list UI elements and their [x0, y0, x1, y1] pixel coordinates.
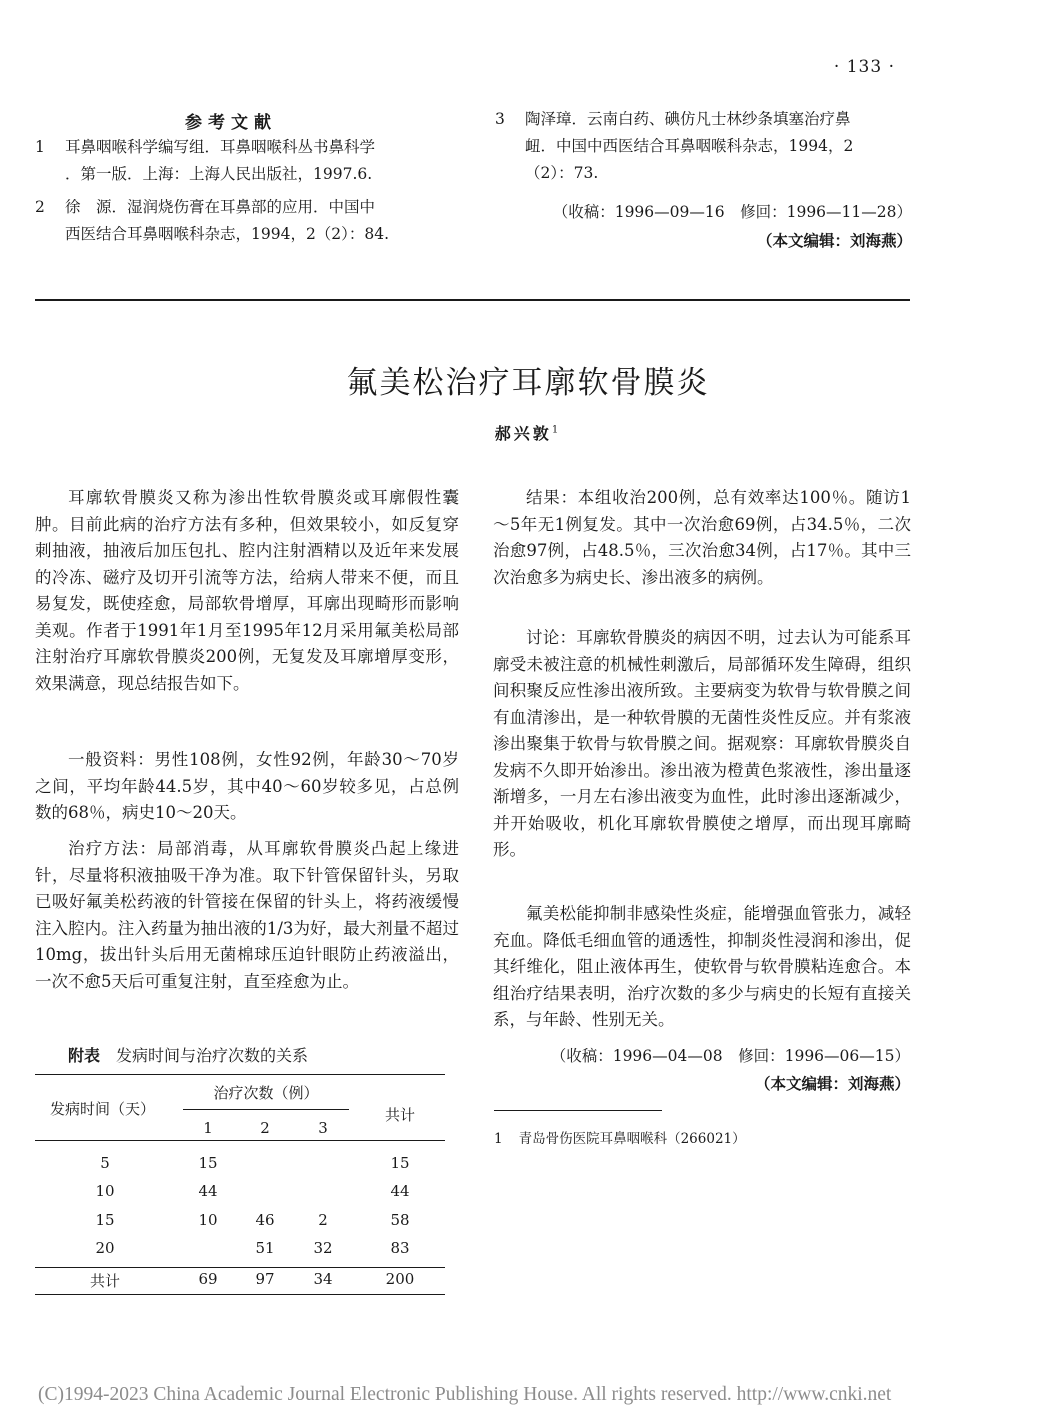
received-date: （收稿：1996—04—08 修回：1996—06—15） — [550, 1047, 910, 1065]
reference-line: 陶泽璋．云南白药、碘仿凡士林纱条填塞治疗鼻 — [525, 110, 851, 128]
body-paragraph: 治疗方法：局部消毒，从耳廓软骨膜炎凸起上缘进针，尽量将积液抽吸干净为准。取下针管保留针头，另取已吸好氟美松药液的针管接在保留的针头上，将药液缓慢注入腔内。注入药量为抽出液的1/3为好，最大剂量不超过10mg，拔出针头后用无菌棉球压迫针眼防止药液溢出，一次不愈5天后可重复注射，直至痊愈为止。 — [35, 839, 459, 991]
table-cell: 200 — [385, 1270, 415, 1288]
reference-number: 2 — [35, 198, 45, 216]
table-cell: 97 — [255, 1270, 275, 1288]
footnote-text: 青岛骨伤医院耳鼻咽喉科（266021） — [518, 1131, 746, 1147]
reference-line: （2）：73. — [525, 164, 599, 182]
author-name: 郝兴敦 — [494, 424, 552, 443]
table-cell: 44 — [390, 1182, 410, 1200]
table-cell: 34 — [313, 1270, 333, 1288]
reference-line: 衄．中国中西医结合耳鼻咽喉科杂志，1994，2 — [525, 137, 854, 155]
editor-note: （本文编辑：刘海燕） — [754, 1074, 910, 1093]
table-cell: 15 — [198, 1154, 218, 1172]
table-subheader: 1 — [203, 1119, 213, 1137]
article-title: 氟美松治疗耳廓软骨膜炎 — [346, 365, 710, 401]
table-group-rule — [183, 1109, 349, 1110]
editor-note: （本文编辑：刘海燕） — [756, 231, 912, 250]
section-divider — [35, 299, 910, 301]
table-cell: 共计 — [89, 1272, 120, 1290]
reference-line: 徐 源．湿润烧伤膏在耳鼻部的应用．中国中 — [65, 198, 376, 216]
table-cell: 83 — [390, 1239, 410, 1257]
table-cell: 15 — [95, 1211, 115, 1229]
table-header-rule — [35, 1140, 445, 1141]
table-row-header: 发病时间（天） — [49, 1100, 155, 1118]
table-subheader: 3 — [318, 1119, 328, 1137]
article-author — [0, 421, 1056, 444]
table-total-header: 共计 — [384, 1106, 415, 1124]
table-cell: 32 — [313, 1239, 333, 1257]
table-caption — [68, 1043, 308, 1066]
table-cell: 44 — [198, 1182, 218, 1200]
footnote-number: 1 — [494, 1131, 503, 1147]
received-date: （收稿：1996—09—16 修回：1996—11—28） — [552, 203, 912, 221]
table-group-header: 治疗次数（例） — [213, 1084, 319, 1102]
copyright-notice: (C)1994-2023 China Academic Journal Electronic Publishing House. All rights reserved. http://www.cnki.net — [38, 1384, 892, 1405]
table-caption-text: 发病时间与治疗次数的关系 — [116, 1046, 309, 1065]
table-cell: 2 — [318, 1211, 328, 1229]
table-cell: 15 — [390, 1154, 410, 1172]
body-paragraph: 耳廓软骨膜炎又称为渗出性软骨膜炎或耳廓假性囊肿。目前此病的治疗方法有多种，但效果较小，如反复穿刺抽液，抽液后加压包扎、腔内注射酒精以及近年来发展的冷冻、磁疗及切开引流等方法，给病人带来不便，而且易复发，既使痊愈，局部软骨增厚，耳廓出现畸形而影响美观。作者于1991年1月至1995年12月采用氟美松局部注射治疗耳廓软骨膜炎200例，无复发及耳廓增厚变形，效果满意，现总结报告如下。 — [35, 488, 459, 693]
table-total-rule — [35, 1267, 445, 1268]
body-paragraph: 结果：本组收治200例，总有效率达100％。随访1～5年无1例复发。其中一次治愈69例，占34.5％，二次治愈97例，占48.5％，三次治愈34例，占17％。其中三次治愈多为病史长、渗出液多的病例。 — [493, 488, 911, 587]
table-cell: 20 — [95, 1239, 115, 1257]
footnote — [494, 1127, 746, 1147]
reference-number: 3 — [495, 110, 505, 128]
table-cell: 5 — [100, 1154, 110, 1172]
table-cell: 69 — [198, 1270, 218, 1288]
data-table — [35, 1074, 445, 1304]
table-label: 附表 — [68, 1046, 101, 1065]
table-cell: 10 — [95, 1182, 115, 1200]
page-number: · 133 · — [833, 57, 895, 77]
reference-line: ．第一版．上海：上海人民出版社，1997.6. — [65, 165, 373, 183]
table-subheader: 2 — [260, 1119, 270, 1137]
reference-line: 耳鼻咽喉科学编写组．耳鼻咽喉科丛书鼻科学 — [65, 138, 376, 156]
table-bottom-rule — [35, 1294, 445, 1295]
table-cell: 46 — [255, 1211, 275, 1229]
reference-item — [35, 194, 455, 248]
reference-line: 西医结合耳鼻咽喉科杂志，1994，2（2）：84. — [65, 225, 390, 243]
table-cell: 58 — [390, 1211, 410, 1229]
table-top-rule — [35, 1074, 445, 1075]
references-heading: 参考文献 — [185, 113, 277, 133]
reference-item — [35, 134, 455, 188]
footnote-rule — [494, 1110, 662, 1111]
author-affiliation-mark: 1 — [551, 424, 562, 436]
table-cell: 10 — [198, 1211, 218, 1229]
table-cell: 51 — [255, 1239, 275, 1257]
body-paragraph: 一般资料：男性108例，女性92例，年龄30～70岁之间，平均年龄44.5岁，其中40～60岁较多见，占总例数的68％，病史10～20天。 — [35, 750, 459, 822]
body-paragraph: 氟美松能抑制非感染性炎症，能增强血管张力，减轻充血。降低毛细血管的通透性，抑制炎性浸润和渗出，促其纤维化，阻止液体再生，使软骨与软骨膜粘连愈合。本组治疗结果表明，治疗次数的多少与病史的长短有直接关系，与年龄、性别无关。 — [493, 904, 911, 1029]
body-paragraph: 讨论：耳廓软骨膜炎的病因不明，过去认为可能系耳廓受未被注意的机械性刺激后，局部循环发生障碍，组织间积聚反应性渗出液所致。主要病变为软骨与软骨膜之间有血清渗出，是一种软骨膜的无菌性炎性反应。并有浆液渗出聚集于软骨与软骨膜之间。据观察：耳廓软骨膜炎自发病不久即开始渗出。渗出液为橙黄色浆液性，渗出量逐渐增多，一月左右渗出液变为血性，此时渗出逐渐减少，并开始吸收，机化耳廓软骨膜使之增厚，而出现耳廓畸形。 — [493, 628, 911, 859]
reference-item — [495, 106, 915, 187]
reference-number: 1 — [35, 138, 45, 156]
